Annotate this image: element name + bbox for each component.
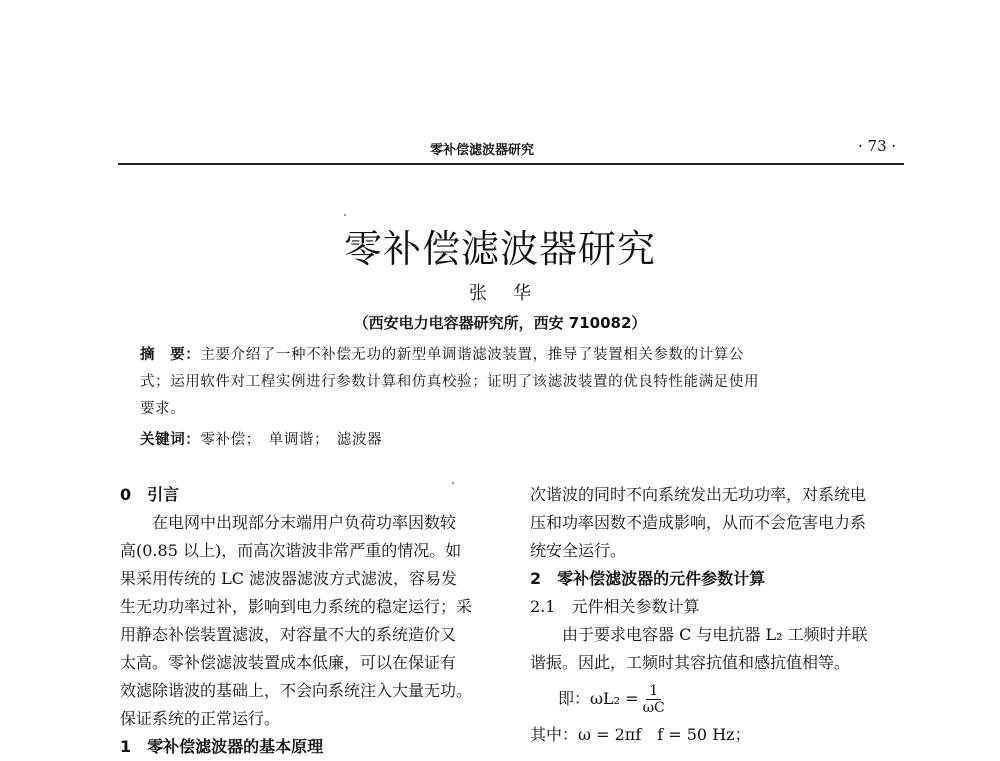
formula-lhs: 即：ωL₂ = bbox=[558, 689, 639, 708]
paragraph-line: 由于要求电容器 C 与电抗器 L₂ 工频时并联 bbox=[562, 625, 868, 644]
paragraph-line: 统安全运行。 bbox=[530, 541, 627, 560]
paragraph-line: 用静态补偿装置滤波，对容量不大的系统造价又 bbox=[120, 625, 457, 644]
page-number: · 73 · bbox=[858, 137, 897, 155]
author-name: 张华 bbox=[469, 283, 557, 304]
paragraph-line: 次谐波的同时不向系统发出无功功率，对系统电 bbox=[530, 485, 867, 504]
section-2-heading: 2 零补偿滤波器的元件参数计算 bbox=[530, 569, 766, 588]
left-column bbox=[120, 481, 500, 761]
formula bbox=[530, 677, 910, 721]
abstract-line-2: 式；运用软件对工程实例进行参数计算和仿真校验；证明了该滤波装置的优良特性能满足使用 bbox=[140, 374, 760, 390]
where-line: 其中：ω = 2πf f = 50 Hz； bbox=[530, 725, 751, 744]
abstract-label: 摘 要： bbox=[140, 347, 201, 363]
right-column bbox=[530, 481, 910, 749]
section-0-heading: 0 引言 bbox=[120, 485, 180, 504]
scan-speck bbox=[344, 214, 346, 216]
scan-speck bbox=[452, 482, 454, 484]
paragraph-line: 太高。零补偿滤波装置成本低廉，可以在保证有 bbox=[120, 653, 457, 672]
running-title: 零补偿滤波器研究 bbox=[430, 143, 535, 158]
keywords-line bbox=[140, 428, 382, 449]
paragraph-line: 效滤除谐波的基础上，不会向系统注入大量无功。 bbox=[120, 681, 473, 700]
paragraph-line: 保证系统的正常运行。 bbox=[120, 709, 281, 728]
paragraph-line: 谐振。因此，工频时其容抗值和感抗值相等。 bbox=[530, 653, 851, 672]
paragraph-line: 果采用传统的 LC 滤波器滤波方式滤波，容易发 bbox=[120, 569, 458, 588]
formula-denominator: ωC bbox=[642, 699, 665, 716]
paragraph-line: 压和功率因数不造成影响，从而不会危害电力系 bbox=[530, 513, 867, 532]
paragraph-line: 生无功功率过补，影响到电力系统的稳定运行；采 bbox=[120, 597, 473, 616]
abstract-line-1 bbox=[140, 343, 744, 364]
section-1-heading: 1 零补偿滤波器的基本原理 bbox=[120, 737, 324, 756]
keywords-label: 关键词： bbox=[140, 432, 201, 448]
keywords-text: 零补偿； 单调谐； 滤波器 bbox=[200, 432, 383, 448]
formula-fraction bbox=[643, 683, 665, 716]
header-rule bbox=[118, 163, 904, 165]
affiliation: （西安电力电容器研究所，西安 710082） bbox=[353, 314, 647, 332]
abstract-text-1: 主要介绍了一种不补偿无功的新型单调谐滤波装置，推导了装置相关参数的计算公 bbox=[200, 347, 745, 363]
formula-numerator: 1 bbox=[646, 683, 661, 700]
paragraph-line: 高(0.85 以上)，而高次谐波非常严重的情况。如 bbox=[120, 541, 462, 560]
article-title: 零补偿滤波器研究 bbox=[343, 227, 656, 271]
paragraph-line: 在电网中出现部分末端用户负荷功率因数较 bbox=[152, 513, 457, 532]
section-2-1-heading: 2.1 元件相关参数计算 bbox=[530, 597, 700, 616]
abstract-line-3: 要求。 bbox=[140, 401, 186, 417]
